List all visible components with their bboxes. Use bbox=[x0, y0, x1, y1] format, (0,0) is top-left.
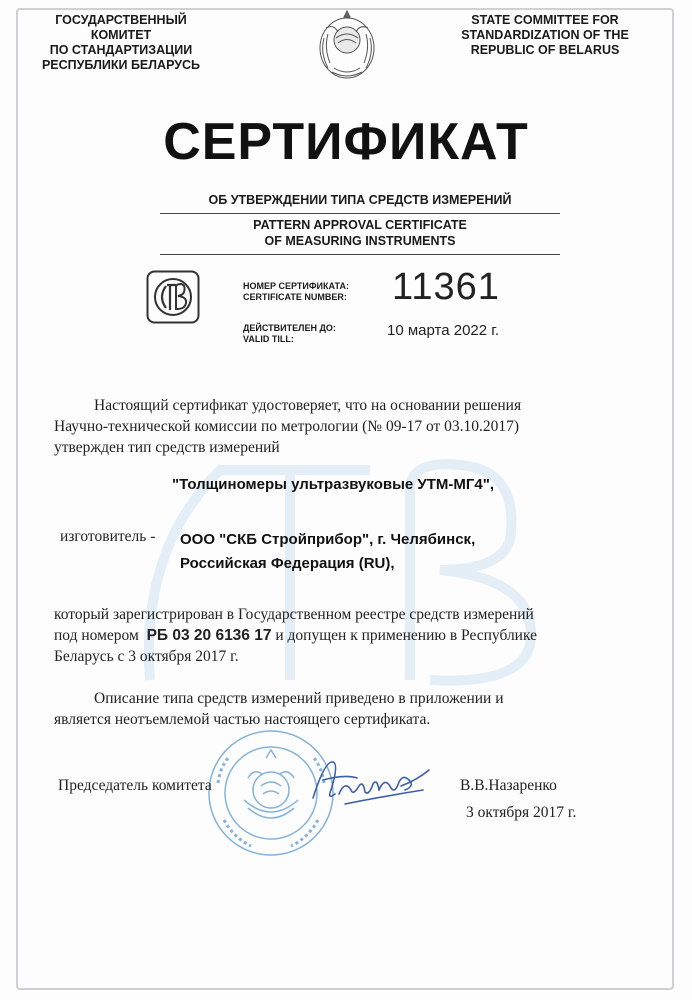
subtitle-en bbox=[160, 217, 560, 249]
paragraph-decision bbox=[54, 395, 654, 458]
valid-till-date: 10 марта 2022 г. bbox=[387, 322, 500, 339]
text-line: Настоящий сертификат удостоверяет, что на основании решения bbox=[94, 397, 522, 414]
registry-number: РБ 03 20 6136 17 bbox=[146, 627, 272, 644]
text-fragment: под номером bbox=[54, 627, 139, 644]
text-line: Описание типа средств измерений приведено в приложении и bbox=[94, 690, 504, 707]
certificate-number: 11361 bbox=[392, 266, 500, 308]
certificate-title: СЕРТИФИКАТ bbox=[163, 113, 529, 171]
label-ru: НОМЕР СЕРТИФИКАТА: bbox=[243, 281, 349, 291]
text-line: является неотъемлемой частью настоящего сертификата. bbox=[54, 711, 431, 728]
subtitle-en-line: PATTERN APPROVAL CERTIFICATE bbox=[253, 218, 467, 232]
label-en: CERTIFICATE NUMBER: bbox=[243, 292, 347, 302]
label-en: VALID TILL: bbox=[243, 334, 294, 344]
text-line: утвержден тип средств измерений bbox=[54, 439, 280, 456]
text-line: Беларусь с 3 октября 2017 г. bbox=[54, 648, 239, 665]
divider bbox=[160, 213, 560, 214]
header-left-line: РЕСПУБЛИКИ БЕЛАРУСЬ bbox=[41, 58, 201, 72]
manufacturer bbox=[180, 528, 475, 576]
signature-date: 3 октября 2017 г. bbox=[466, 804, 577, 821]
text-fragment: и допущен к применению в Республике bbox=[275, 627, 537, 644]
header-right-line: REPUBLIC OF BELARUS bbox=[470, 43, 620, 57]
header-left-line: ГОСУДАРСТВЕННЫЙ КОМИТЕТ bbox=[55, 13, 187, 42]
handwritten-signature-icon bbox=[305, 750, 435, 810]
product-name: "Толщиномеры ультразвуковые УТМ-МГ4", bbox=[172, 476, 495, 493]
certificate-number-label bbox=[243, 281, 349, 303]
subtitle-en-line: OF MEASURING INSTRUMENTS bbox=[264, 234, 456, 248]
header-left-line: ПО СТАНДАРТИЗАЦИИ bbox=[49, 43, 193, 57]
paragraph-registry bbox=[54, 604, 654, 667]
subtitle-ru: ОБ УТВЕРЖДЕНИИ ТИПА СРЕДСТВ ИЗМЕРЕНИЙ bbox=[208, 193, 512, 207]
manufacturer-line: ООО "СКБ Стройприбор", г. Челябинск, bbox=[180, 531, 476, 548]
stb-logo-icon bbox=[146, 270, 200, 324]
chairman-name: В.В.Назаренко bbox=[460, 777, 557, 794]
header-right-line: STATE COMMITTEE FOR bbox=[471, 13, 619, 27]
manufacturer-line: Российская Федерация (RU), bbox=[180, 555, 395, 572]
header-right-en bbox=[440, 13, 650, 58]
manufacturer-label: изготовитель - bbox=[60, 528, 156, 545]
header-right-line: STANDARDIZATION OF THE bbox=[461, 28, 629, 42]
belarus-state-emblem-icon bbox=[314, 8, 380, 84]
divider bbox=[160, 254, 560, 255]
paragraph-description bbox=[54, 688, 654, 730]
chairman-label: Председатель комитета bbox=[58, 777, 212, 794]
text-line bbox=[54, 625, 654, 646]
text-line: Научно-технической комиссии по метрологии (№ 09-17 от 03.10.2017) bbox=[54, 418, 520, 435]
label-ru: ДЕЙСТВИТЕЛЕН ДО: bbox=[243, 323, 336, 333]
text-line: который зарегистрирован в Государственном реестре средств измерений bbox=[54, 606, 534, 623]
header-left-ru bbox=[26, 13, 216, 73]
valid-till-label bbox=[243, 323, 336, 345]
